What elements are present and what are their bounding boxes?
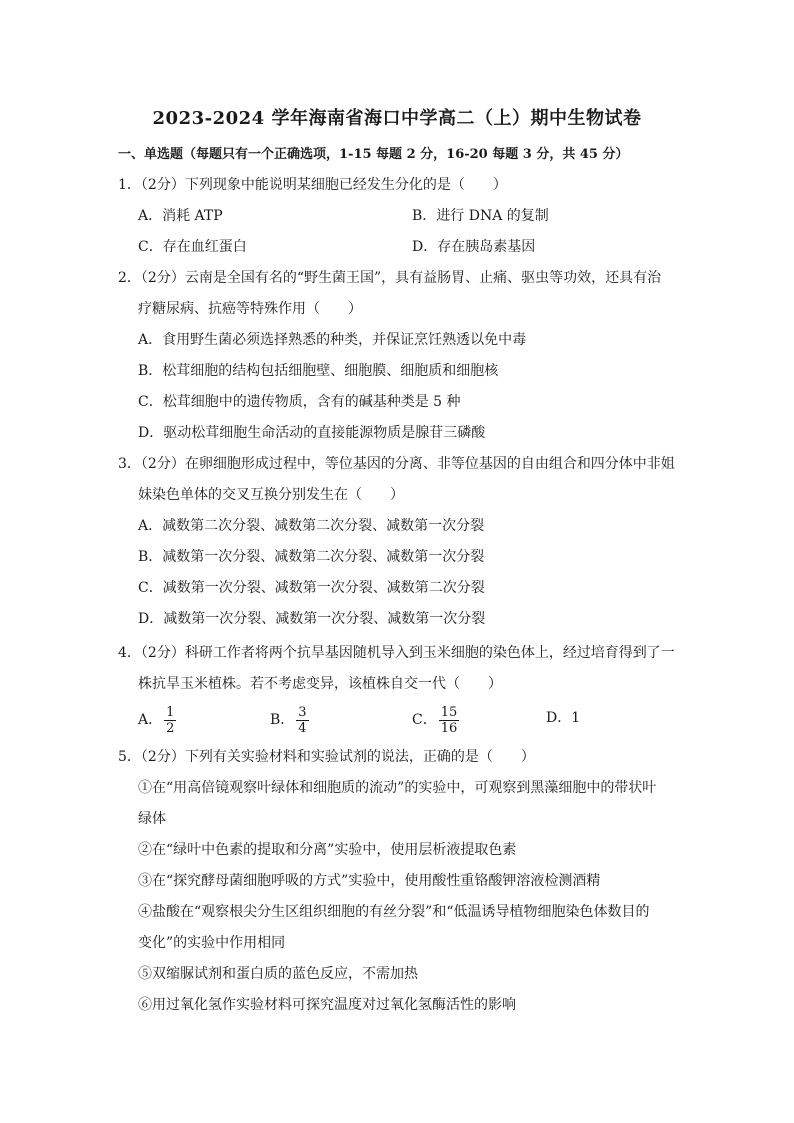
- q3-option-c[interactable]: C．减数第一次分裂、减数第一次分裂、减数第二次分裂: [138, 580, 485, 596]
- q3-stem-line1: 3．（2分）在卵细胞形成过程中，等位基因的分离、非等位基因的自由组合和四分体中非姐: [118, 456, 675, 472]
- q1-option-d[interactable]: D．存在胰岛素基因: [412, 239, 536, 255]
- q2-option-d[interactable]: D．驱动松茸细胞生命活动的直接能源物质是腺苷三磷酸: [138, 425, 486, 441]
- q4-stem-line2: 株抗旱玉米植株。若不考虑变异，该植株自交一代（ ）: [138, 676, 502, 692]
- q5-item-2: ②在“绿叶中色素的提取和分离”实验中，使用层析液提取色素: [138, 842, 517, 858]
- q1-option-a[interactable]: A．消耗 ATP: [138, 208, 223, 224]
- q4-option-c-fraction: [439, 705, 460, 736]
- q5-item-6: ⑥用过氧化氢作实验材料可探究温度对过氧化氢酶活性的影响: [138, 997, 516, 1013]
- q1-option-b[interactable]: B．进行 DNA 的复制: [412, 208, 549, 224]
- q4-option-b-label: B．: [270, 712, 295, 728]
- fraction-numerator: 1: [166, 704, 175, 720]
- q2-option-b[interactable]: B．松茸细胞的结构包括细胞壁、细胞膜、细胞质和细胞核: [138, 363, 499, 379]
- q2-stem-line1: 2．（2分）云南是全国有名的“野生菌王国”，具有益肠胃、止痛、驱虫等功效，还具有治: [118, 270, 662, 286]
- fraction-numerator: 3: [298, 704, 307, 720]
- q3-option-a[interactable]: A．减数第二次分裂、减数第二次分裂、减数第一次分裂: [138, 518, 485, 534]
- fraction-numerator: 15: [440, 704, 458, 720]
- q2-option-c[interactable]: C．松茸细胞中的遗传物质，含有的碱基种类是 5 种: [138, 394, 461, 410]
- page-title: 2023-2024 学年海南省海口中学高二（上）期中生物试卷: [152, 108, 642, 129]
- q4-option-b-fraction: [296, 705, 308, 736]
- q5-item-1-line2: 绿体: [138, 811, 166, 827]
- section-heading: 一、单选题（每题只有一个正确选项，1-15 每题 2 分，16-20 每题 3 分，共 45 分）: [118, 147, 629, 162]
- q5-item-4-line2: 变化”的实验中作用相同: [138, 935, 286, 951]
- q4-option-a[interactable]: [138, 704, 176, 736]
- q3-option-d[interactable]: D．减数第一次分裂、减数第一次分裂、减数第一次分裂: [138, 611, 486, 627]
- fraction-denominator: 16: [440, 720, 458, 736]
- q2-option-a[interactable]: A．食用野生菌必须选择熟悉的种类，并保证烹饪熟透以免中毒: [138, 332, 527, 348]
- q1-stem: 1．（2分）下列现象中能说明某细胞已经发生分化的是（ ）: [118, 177, 507, 193]
- q3-stem-line2: 妹染色单体的交叉互换分别发生在（ ）: [138, 487, 404, 503]
- q5-item-1-line1: ①在“用高倍镜观察叶绿体和细胞质的流动”的实验中，可观察到黑藻细胞中的带状叶: [138, 780, 657, 796]
- fraction-denominator: 4: [298, 720, 307, 736]
- q4-option-d[interactable]: D．1: [546, 710, 581, 726]
- q5-item-5: ⑤双缩脲试剂和蛋白质的蓝色反应，不需加热: [138, 966, 418, 982]
- q4-option-b[interactable]: [270, 704, 309, 736]
- q2-stem-line2: 疗糖尿病、抗癌等特殊作用（ ）: [138, 301, 362, 317]
- q5-item-3: ③在“探究酵母菌细胞呼吸的方式”实验中，使用酸性重铬酸钾溶液检测酒精: [138, 873, 601, 889]
- q4-option-a-fraction: [164, 705, 176, 736]
- q4-stem-line1: 4．（2分）科研工作者将两个抗旱基因随机导入到玉米细胞的染色体上，经过培育得到了一: [118, 645, 675, 661]
- q5-stem: 5．（2分）下列有关实验材料和实验试剂的说法，正确的是（ ）: [118, 749, 535, 765]
- q3-option-b[interactable]: B．减数第一次分裂、减数第二次分裂、减数第一次分裂: [138, 549, 485, 565]
- q5-item-4-line1: ④盐酸在“观察根尖分生区组织细胞的有丝分裂”和“低温诱导植物细胞染色体数目的: [138, 904, 650, 920]
- q4-option-c[interactable]: [412, 704, 459, 736]
- q4-option-a-label: A．: [138, 712, 163, 728]
- fraction-denominator: 2: [166, 720, 175, 736]
- q1-option-c[interactable]: C．存在血红蛋白: [138, 239, 247, 255]
- q4-option-c-label: C．: [412, 712, 437, 728]
